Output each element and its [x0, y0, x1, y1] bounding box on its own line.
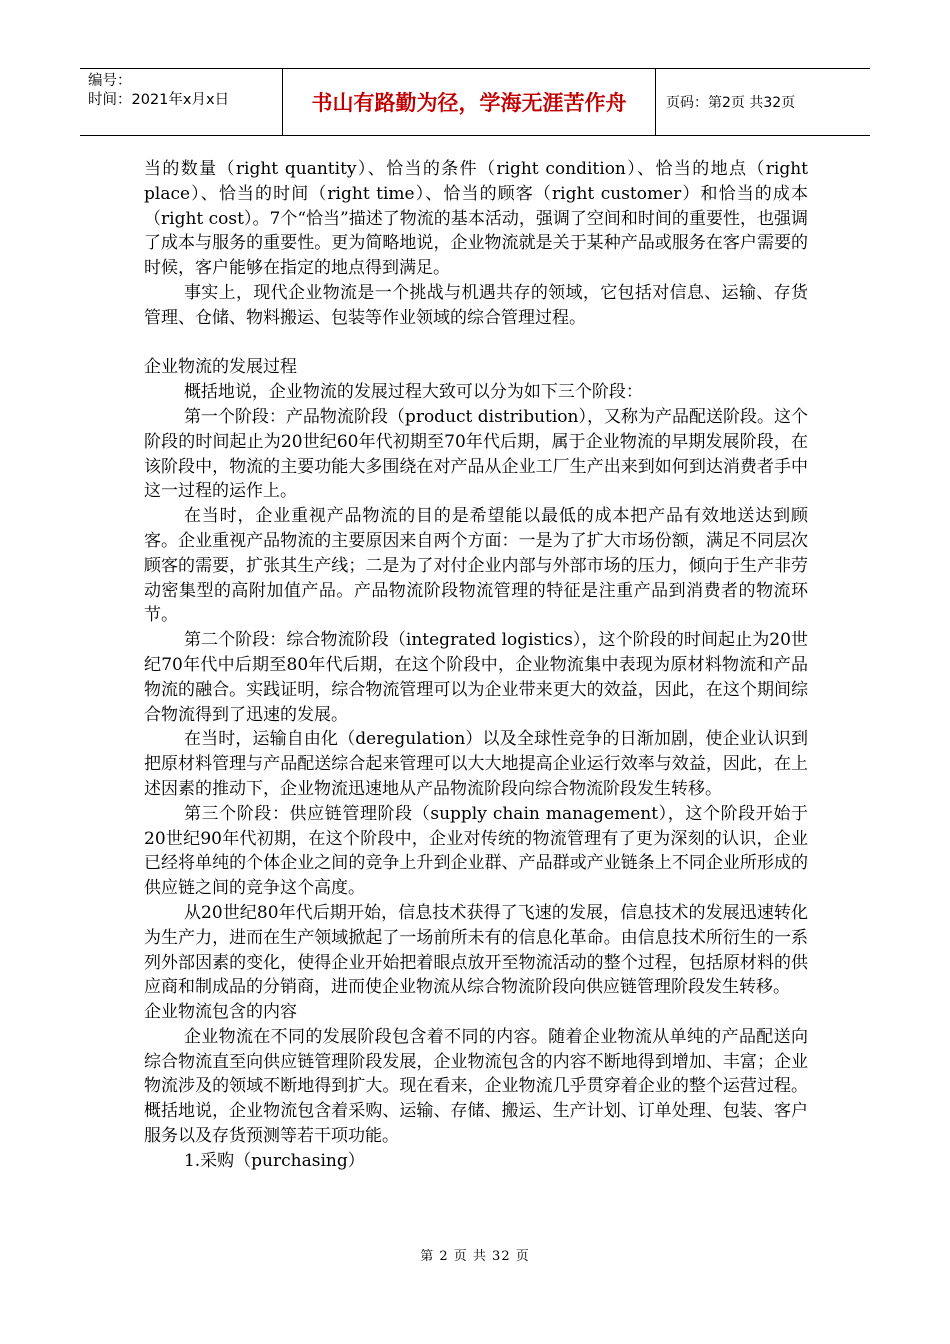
- paragraph: 概括地说，企业物流的发展过程大致可以分为如下三个阶段：: [183, 382, 643, 403]
- paragraph: 第二个阶段：综合物流阶段（integrated logistics），这个阶段的时间起止为20世纪70年代中后期至80年代后期，在这个阶段中，企业物流集中表现为原材料物流和产品物流的融合。实践证明，综合物流管理可以为企业带来更大的效益，因此，在这个期间综合物流得到了迅速的发展。: [144, 630, 808, 725]
- page-footer: 第 2 页 共 32 页: [420, 1249, 530, 1264]
- page-header: [80, 68, 870, 136]
- paragraph: 第三个阶段：供应链管理阶段（supply chain management），这个阶段开始于20世纪90年代初期，在这个阶段中，企业对传统的物流管理有了更为深刻的认识，企业已经将单纯的个体企业之间的竞争上升到企业群、产品群或产业链条上不同企业所形成的供应链之间的竞争这个高度。: [144, 803, 808, 899]
- document-body: [144, 157, 808, 1174]
- header-motto: 书山有路勤为径，学海无涯苦作舟: [282, 69, 656, 135]
- blank-line: [144, 331, 808, 356]
- paragraph: 事实上，现代企业物流是一个挑战与机遇共存的领域，它包括对信息、运输、存货管理、仓储、物料搬运、包装等作业领域的综合管理过程。: [144, 282, 808, 328]
- document-number-label: 编号：: [88, 73, 132, 89]
- header-page-number: 页码：第2页 共32页: [666, 95, 796, 111]
- paragraph: 第一个阶段：产品物流阶段（product distribution），又称为产品配送阶段。这个阶段的时间起止为20世纪60年代初期至70年代后期，属于企业物流的早期发展阶段，在该阶段中，物流的主要功能大多围绕在对产品从企业工厂生产出来到如何到达消费者手中这一过程的运作上。: [144, 406, 808, 502]
- paragraph: 当的数量（right quantity）、恰当的条件（right condition）、恰当的地点（right place）、恰当的时间（right time）、恰当的顾客（right customer）和恰当的成本（right cost）。7个“恰当”描述了物流的基本活动，强调了空间和时间的重要性，也强调了成本与服务的重要性。更为简略地说，企业物流就是关于某种产品或服务在客户需要的时候，客户能够在指定的地点得到满足。: [144, 159, 808, 279]
- section-heading: 企业物流包含的内容: [144, 1002, 297, 1023]
- list-item-heading: 1.采购（purchasing）: [183, 1150, 365, 1171]
- paragraph: 企业物流在不同的发展阶段包含着不同的内容。随着企业物流从单纯的产品配送向综合物流直至向供应链管理阶段发展，企业物流包含的内容不断地得到增加、丰富；企业物流涉及的领域不断地得到扩大。现在看来，企业物流几乎贯穿着企业的整个运营过程。概括地说，企业物流包含着采购、运输、存储、搬运、生产计划、订单处理、包装、客户服务以及存货预测等若干项功能。: [144, 1026, 808, 1147]
- paragraph: 从20世纪80年代后期开始，信息技术获得了飞速的发展，信息技术的发展迅速转化为生产力，进而在生产领域掀起了一场前所未有的信息化革命。由信息技术所衍生的一系列外部因素的变化，使得企业开始把着眼点放开至物流活动的整个过程，包括原材料的供应商和制成品的分销商，进而使企业物流从综合物流阶段向供应链管理阶段发生转移。: [144, 902, 808, 998]
- paragraph: 在当时，运输自由化（deregulation）以及全球性竞争的日渐加剧，使企业认识到把原材料管理与产品配送综合起来管理可以大大地提高企业运行效率与效益，因此，在上述因素的推动下，企业物流迅速地从产品物流阶段向综合物流阶段发生转移。: [144, 729, 808, 799]
- header-meta: [80, 69, 282, 135]
- paragraph: 在当时，企业重视产品物流的目的是希望能以最低的成本把产品有效地送达到顾客。企业重视产品物流的主要原因来自两个方面：一是为了扩大市场份额，满足不同层次顾客的需要，扩张其生产线；二是为了对付企业内部与外部市场的压力，倾向于生产非劳动密集型的高附加值产品。产品物流阶段物流管理的特征是注重产品到消费者的物流环节。: [144, 506, 808, 626]
- section-heading: 企业物流的发展过程: [144, 357, 297, 378]
- document-date: 时间：2021年x月x日: [88, 92, 230, 108]
